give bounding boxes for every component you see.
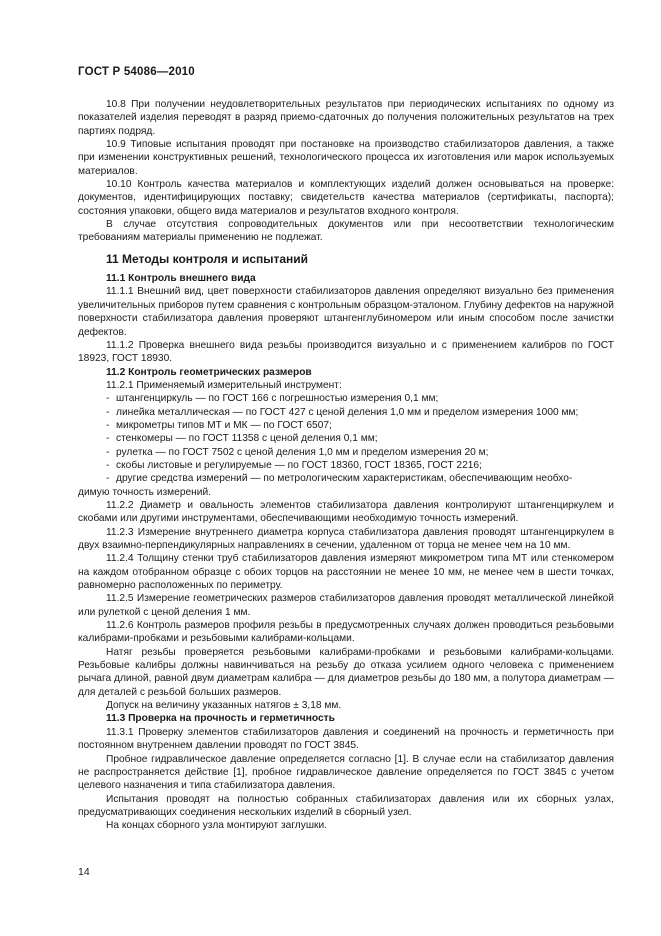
- paragraph-10-9: 10.9 Типовые испытания проводят при постановке на производство стабилизаторов давления, а также при изменении конструктивных решений, технологического процесса их изготовления или марок используемых материалов.: [78, 139, 614, 177]
- paragraph-11-1-1: 11.1.1 Внешний вид, цвет поверхности стабилизаторов давления определяют визуально без применения увеличительных приборов путем сравнения с контрольным образцом-эталоном. Глубину дефектов на наружной поверхности стабилизатора давления проверяют штангенглубиномером или иным способом после зачистки дефектов.: [78, 286, 614, 338]
- paragraph-11-2-5: 11.2.5 Измерение геометрических размеров стабилизаторов давления проводят металлической линейкой или рулеткой с ценой деления 1 мм.: [78, 593, 614, 618]
- list-item: - стенкомеры — по ГОСТ 11358 с ценой деления 0,1 мм;: [106, 433, 378, 445]
- list-item-continuation: димую точность измерений.: [78, 486, 212, 498]
- subsection-11-2-heading: 11.2 Контроль геометрических размеров: [106, 366, 312, 378]
- paragraph-plugs: На концах сборного узла монтируют заглушки.: [106, 820, 328, 832]
- paragraph-11-2-1: 11.2.1 Применяемый измерительный инструмент:: [106, 379, 342, 391]
- paragraph-test-assembly: Испытания проводят на полностью собранных стабилизаторах давления или их сборных узлах, предусматривающих соединения нескольких изделий в сборный узел.: [78, 793, 614, 818]
- subsection-11-3-heading: 11.3 Проверка на прочность и герметичность: [106, 713, 335, 725]
- list-item: - скобы листовые и регулируемые — по ГОСТ 18360, ГОСТ 18365, ГОСТ 2216;: [106, 459, 482, 471]
- list-dash: -: [106, 473, 110, 485]
- paragraph-10-10-note: В случае отсутствия сопроводительных документов или при несоответствии технологическим требованиям материалы применению не подлежат.: [78, 219, 614, 244]
- paragraph-11-2-6: 11.2.6 Контроль размеров профиля резьбы в предусмотренных случаях должен проводиться резьбовыми калибрами-пробками и резьбовыми калибрами-кольцами.: [78, 620, 614, 645]
- list-dash: -: [106, 459, 110, 471]
- paragraph-10-10: 10.10 Контроль качества материалов и комплектующих изделий должен основываться на проверке: документов, идентифицирующих поставку; свидетельств качества материалов (сертификаты, паспорта); состояния упаковки, общего вида материалов и результатов входного контроля.: [78, 179, 614, 217]
- list-item: - другие средства измерений — по метрологическим характеристикам, обеспечивающим необхо-: [106, 473, 573, 485]
- paragraph-11-3-1: 11.3.1 Проверку элементов стабилизаторов давления и соединений на прочность и герметичность при постоянном внутреннем давлении проводят по ГОСТ 3845.: [78, 726, 614, 752]
- paragraph-test-pressure: Пробное гидравлическое давление определяется согласно [1]. В случае если на стабилизатор давления не распространяется действие [1], пробное гидравлическое давление определяется по ГОСТ 3845 с учетом целевого назначения и типа стабилизатора давления.: [78, 753, 614, 792]
- paragraph-tolerance: Допуск на величину указанных натягов ± 3,18 мм.: [106, 700, 342, 712]
- list-dash: -: [106, 433, 110, 445]
- subsection-11-1-heading: 11.1 Контроль внешнего вида: [106, 273, 256, 285]
- document-body: [78, 98, 614, 833]
- page-number: 14: [78, 866, 90, 878]
- document-header: ГОСТ Р 54086—2010: [78, 66, 195, 78]
- list-dash: -: [106, 406, 110, 418]
- list-item: - линейка металлическая — по ГОСТ 427 с ценой деления 1,0 мм и пределом измерения 1000 мм;: [106, 406, 579, 418]
- paragraph-11-1-2: 11.1.2 Проверка внешнего вида резьбы производится визуально и с применением калибров по ГОСТ 18923, ГОСТ 18930.: [78, 339, 614, 365]
- list-dash: -: [106, 419, 110, 431]
- list-dash: -: [106, 446, 110, 458]
- paragraph-10-8: 10.8 При получении неудовлетворительных результатов при периодических испытаниях по одному из показателей изделия переводят в разряд приемо-сдаточных до получения положительных результатов на трех партиях подряд.: [78, 99, 614, 137]
- instrument-list: [78, 392, 614, 485]
- list-item: - микрометры типов МТ и МК — по ГОСТ 6507;: [106, 419, 332, 431]
- paragraph-11-2-3: 11.2.3 Измерение внутреннего диаметра корпуса стабилизатора давления проводят штангенциркулем в двух взаимно-перпендикулярных направлениях в сечении, удаленном от торца не менее чем на 10 мм.: [78, 526, 614, 551]
- paragraph-thread-tension: Натяг резьбы проверяется резьбовыми калибрами-пробками и резьбовыми калибрами-кольцами. Резьбовые калибры должны навинчиваться на резьбу до отказа усилием одного человека с применением рычага длиной, равной двум диаметрам калибра — для диаметров резьбы до 180 мм, а полутора диаметрам — для деталей с резьбой больших размеров.: [78, 646, 614, 698]
- paragraph-11-2-4: 11.2.4 Толщину стенки труб стабилизаторов давления измеряют микрометром типа МТ или стенкомером на каждом отобранном образце с обоих торцов на расстоянии не менее 10 мм, не менее чем в шести точках, равномерно расположенных по периметру.: [78, 553, 614, 592]
- list-dash: -: [106, 393, 110, 405]
- list-item: - штангенциркуль — по ГОСТ 166 с погрешностью измерения 0,1 мм;: [106, 393, 439, 405]
- section-11-heading: 11 Методы контроля и испытаний: [106, 251, 309, 266]
- paragraph-11-2-2: 11.2.2 Диаметр и овальность элементов стабилизатора давления контролируют штангенциркулем и скобами или другими инструментами, обеспечивающими необходимую точность измерений.: [78, 499, 614, 525]
- list-item: - рулетка — по ГОСТ 7502 с ценой деления 1,0 мм и пределом измерения 20 м;: [106, 446, 489, 458]
